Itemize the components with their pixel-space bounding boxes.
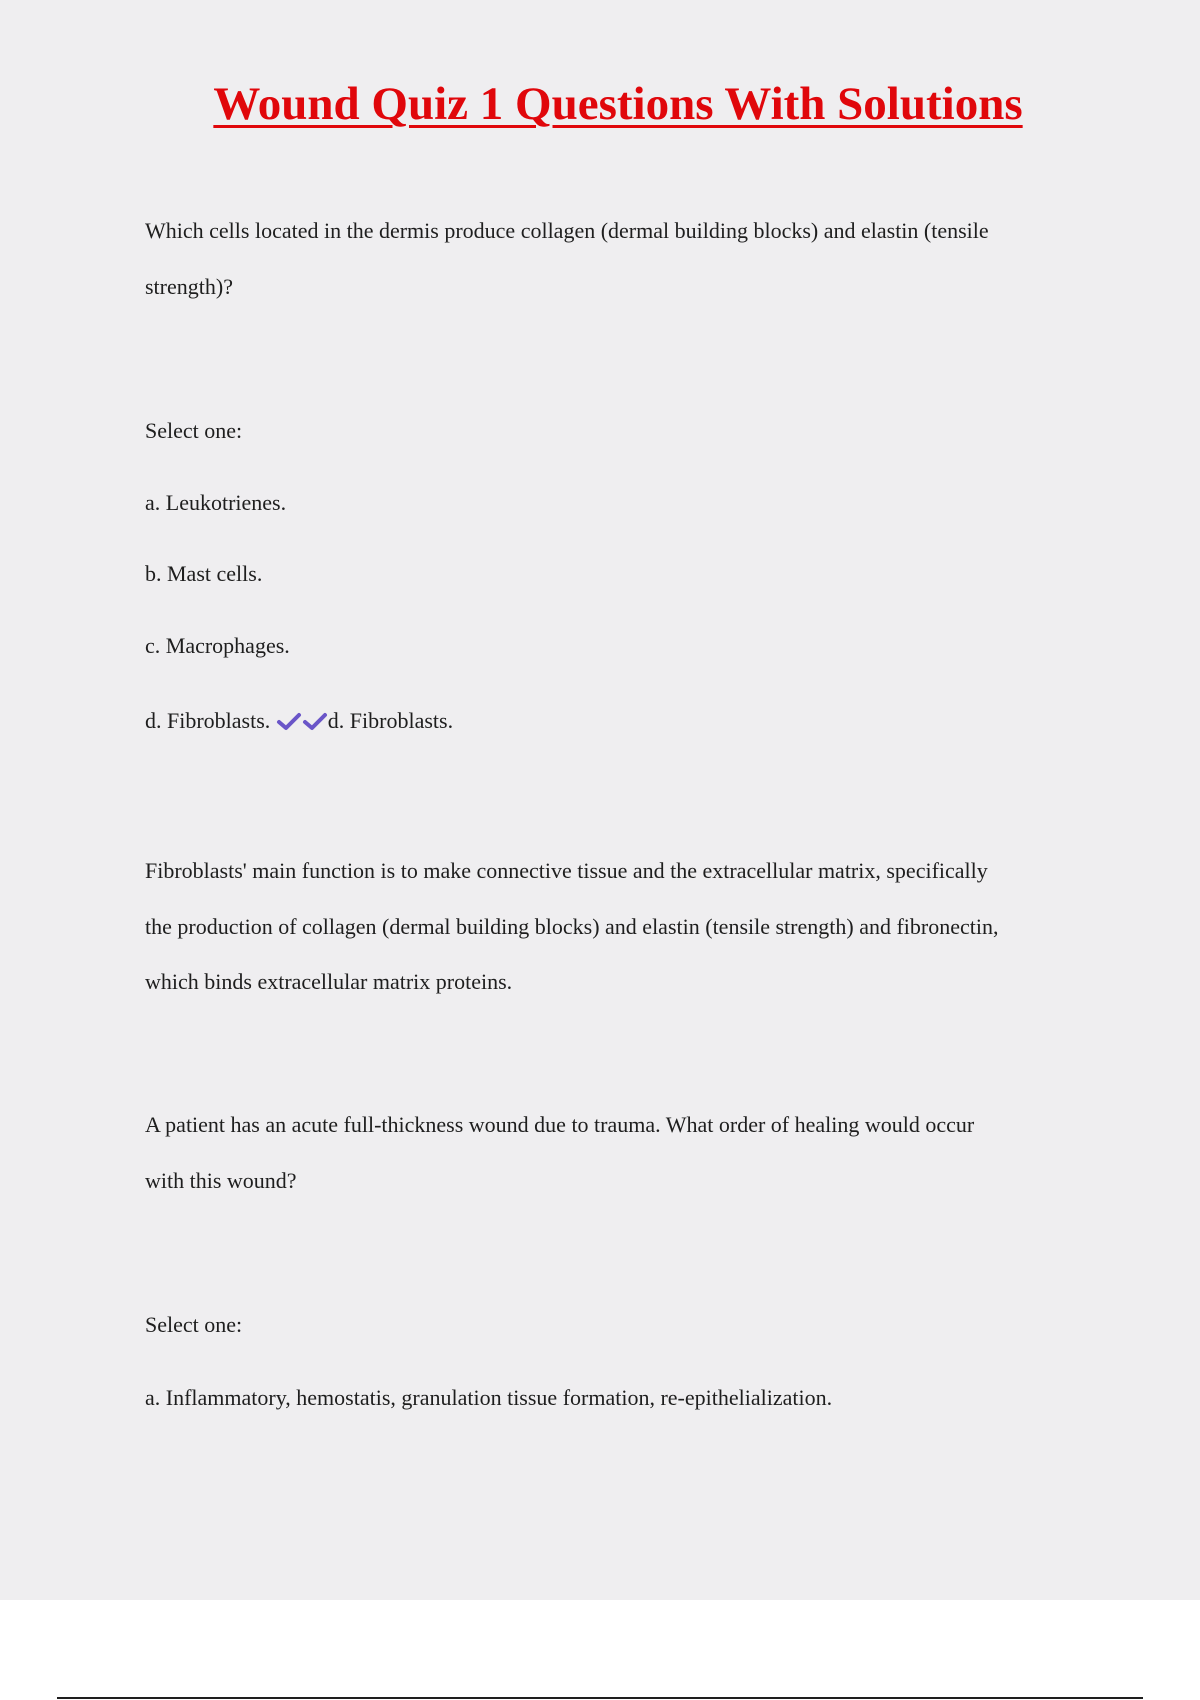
question-1-option-c: c. Macrophages. <box>145 633 290 658</box>
document-title: Wound Quiz 1 Questions With Solutions <box>213 78 1023 130</box>
question-1-explanation-line-1: Fibroblasts' main function is to make connective tissue and the extracellular matrix, specifically <box>145 858 988 883</box>
question-1-option-a: a. Leukotrienes. <box>145 490 287 515</box>
checkmark-icon <box>276 711 302 731</box>
question-1-text-line-1: Which cells located in the dermis produce collagen (dermal building blocks) and elastin (tensile <box>145 218 989 243</box>
question-1-option-b: b. Mast cells. <box>145 561 263 586</box>
question-2-select-prompt: Select one: <box>145 1312 243 1337</box>
question-1-explanation-line-3: which binds extracellular matrix proteins. <box>145 969 513 994</box>
question-2-text-line-1: A patient has an acute full-thickness wound due to trauma. What order of healing would occur <box>145 1112 975 1137</box>
question-1-correct-answer: d. Fibroblasts. <box>327 708 454 733</box>
question-2-option-a: a. Inflammatory, hemostatis, granulation tissue formation, re-epithelialization. <box>145 1385 833 1410</box>
question-1-option-d: d. Fibroblasts. <box>145 708 271 733</box>
question-2-text-line-2: with this wound? <box>145 1168 297 1193</box>
page-divider <box>57 1697 1143 1699</box>
question-1-option-d-row <box>145 707 453 735</box>
checkmark-icon <box>302 711 328 731</box>
question-1-text-line-2: strength)? <box>145 274 233 299</box>
question-1-explanation-line-2: the production of collagen (dermal building blocks) and elastin (tensile strength) and fibronectin, <box>145 914 999 939</box>
question-1-select-prompt: Select one: <box>145 418 243 443</box>
